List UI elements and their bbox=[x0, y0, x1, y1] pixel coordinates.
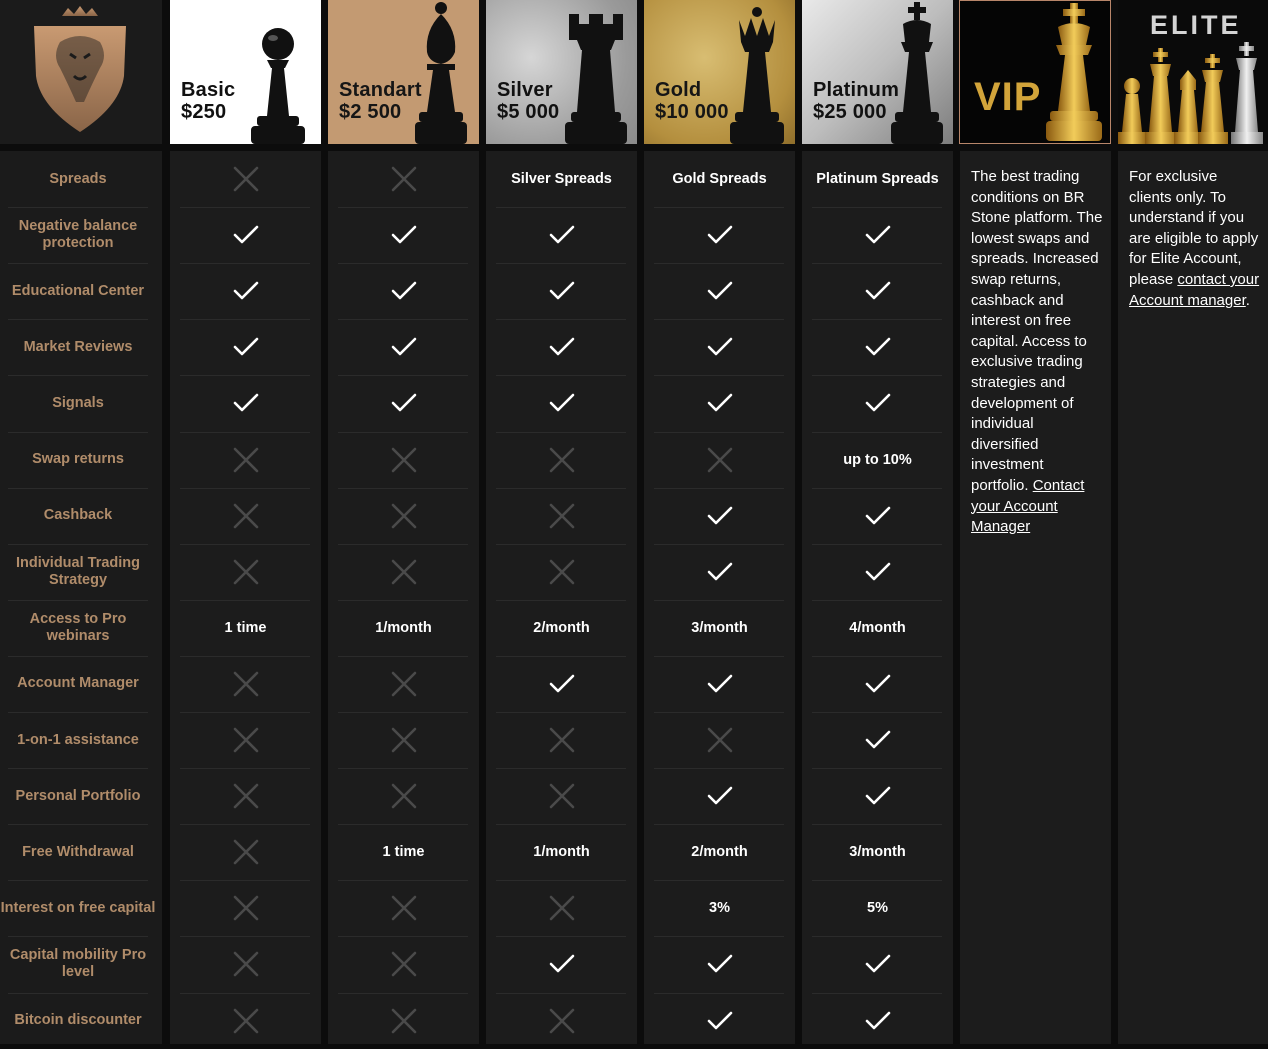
gold-king-icon bbox=[1046, 3, 1102, 141]
row-divider bbox=[338, 488, 468, 489]
row-divider bbox=[654, 375, 784, 376]
table-cell bbox=[170, 263, 321, 319]
contact-account-manager-link[interactable]: Contact your Account Manager bbox=[971, 476, 1085, 536]
table-cell bbox=[486, 207, 637, 263]
column-standart bbox=[328, 151, 479, 1044]
tier-standart bbox=[328, 0, 479, 144]
table-cell bbox=[644, 544, 795, 600]
table-cell bbox=[486, 936, 637, 992]
column-vip bbox=[960, 151, 1111, 1044]
column-platinum bbox=[802, 151, 953, 1044]
table-cell bbox=[644, 432, 795, 488]
table-cell bbox=[802, 263, 953, 319]
row-divider bbox=[8, 824, 148, 825]
row-divider bbox=[812, 488, 942, 489]
row-divider bbox=[496, 319, 626, 320]
row-divider bbox=[812, 712, 942, 713]
table-cell bbox=[802, 488, 953, 544]
cross-icon bbox=[233, 727, 259, 753]
tier-gold bbox=[644, 0, 795, 144]
cross-icon bbox=[391, 895, 417, 921]
table-cell: 5% bbox=[867, 900, 888, 917]
table-cell bbox=[486, 544, 637, 600]
row-divider bbox=[496, 375, 626, 376]
row-divider bbox=[812, 768, 942, 769]
row-divider bbox=[180, 263, 310, 264]
feature-label: Individual Trading Strategy bbox=[15, 554, 141, 588]
table-cell: 1/month bbox=[375, 619, 432, 636]
row-divider bbox=[654, 207, 784, 208]
row-divider bbox=[8, 544, 148, 545]
feature-label: Access to Pro webinars bbox=[29, 610, 127, 644]
row-divider bbox=[338, 656, 468, 657]
cross-icon bbox=[549, 503, 575, 529]
column-silver bbox=[486, 151, 637, 1044]
cross-icon bbox=[549, 559, 575, 585]
check-icon bbox=[233, 280, 259, 302]
row-divider bbox=[338, 600, 468, 601]
row-divider bbox=[812, 993, 942, 994]
row-divider bbox=[496, 993, 626, 994]
feature-label: Personal Portfolio bbox=[15, 787, 141, 804]
table-cell bbox=[486, 375, 637, 431]
table-cell bbox=[328, 656, 479, 712]
row-divider bbox=[654, 432, 784, 433]
feature-label: Educational Center bbox=[11, 282, 145, 299]
table-cell bbox=[328, 488, 479, 544]
check-icon bbox=[391, 336, 417, 358]
table-cell: 3% bbox=[709, 900, 730, 917]
lion-shield-icon bbox=[30, 6, 130, 134]
column-basic bbox=[170, 151, 321, 1044]
table-cell bbox=[486, 656, 637, 712]
feature-label: Negative balance protection bbox=[18, 218, 138, 252]
row-divider bbox=[496, 768, 626, 769]
check-icon bbox=[707, 224, 733, 246]
table-cell: Platinum Spreads bbox=[816, 171, 939, 187]
cross-icon bbox=[233, 166, 259, 192]
table-cell bbox=[328, 375, 479, 431]
tier-price: $25 000 bbox=[813, 101, 887, 123]
tier-price: $250 bbox=[181, 101, 227, 123]
row-divider bbox=[496, 488, 626, 489]
cross-icon bbox=[233, 447, 259, 473]
table-cell bbox=[170, 768, 321, 824]
table-cell bbox=[644, 263, 795, 319]
table-cell bbox=[328, 544, 479, 600]
rook-icon bbox=[563, 10, 629, 144]
cross-icon bbox=[391, 559, 417, 585]
row-divider bbox=[496, 656, 626, 657]
row-divider bbox=[812, 936, 942, 937]
tier-price: $5 000 bbox=[497, 101, 560, 123]
table-cell bbox=[170, 656, 321, 712]
cross-icon bbox=[391, 1008, 417, 1034]
row-divider bbox=[496, 880, 626, 881]
table-cell bbox=[170, 824, 321, 880]
table-cell bbox=[328, 432, 479, 488]
table-cell bbox=[802, 375, 953, 431]
check-icon bbox=[549, 392, 575, 414]
row-divider bbox=[654, 319, 784, 320]
table-cell bbox=[328, 936, 479, 992]
check-icon bbox=[707, 561, 733, 583]
row-divider bbox=[8, 993, 148, 994]
check-icon bbox=[707, 1010, 733, 1032]
row-divider bbox=[180, 544, 310, 545]
row-divider bbox=[812, 263, 942, 264]
row-divider bbox=[180, 319, 310, 320]
row-divider bbox=[654, 544, 784, 545]
check-icon bbox=[865, 785, 891, 807]
feature-label: 1-on-1 assistance bbox=[17, 731, 139, 748]
row-divider bbox=[8, 375, 148, 376]
row-divider bbox=[180, 375, 310, 376]
logo bbox=[0, 0, 162, 144]
table-cell: 1/month bbox=[533, 844, 590, 861]
check-icon bbox=[865, 953, 891, 975]
tier-basic bbox=[170, 0, 321, 144]
row-divider bbox=[180, 824, 310, 825]
tier-name: Basic bbox=[181, 79, 236, 101]
row-divider bbox=[654, 263, 784, 264]
row-divider bbox=[338, 993, 468, 994]
cross-icon bbox=[391, 671, 417, 697]
cross-icon bbox=[233, 783, 259, 809]
tier-price: $2 500 bbox=[339, 101, 402, 123]
row-divider bbox=[654, 768, 784, 769]
elite-description-tail: . bbox=[1245, 291, 1250, 309]
queen-icon bbox=[727, 6, 787, 144]
check-icon bbox=[707, 336, 733, 358]
check-icon bbox=[865, 224, 891, 246]
tier-silver bbox=[486, 0, 637, 144]
row-divider bbox=[338, 263, 468, 264]
tier-name: Platinum bbox=[813, 79, 900, 101]
cross-icon bbox=[233, 895, 259, 921]
row-divider bbox=[812, 432, 942, 433]
check-icon bbox=[233, 224, 259, 246]
check-icon bbox=[391, 392, 417, 414]
feature-label: Account Manager bbox=[17, 675, 139, 692]
row-divider bbox=[496, 600, 626, 601]
cross-icon bbox=[391, 727, 417, 753]
table-cell bbox=[486, 880, 637, 936]
row-divider bbox=[654, 712, 784, 713]
row-divider bbox=[496, 263, 626, 264]
table-cell bbox=[170, 432, 321, 488]
check-icon bbox=[865, 561, 891, 583]
row-divider bbox=[180, 712, 310, 713]
cross-icon bbox=[391, 783, 417, 809]
row-divider bbox=[496, 712, 626, 713]
table-cell bbox=[486, 993, 637, 1049]
row-divider bbox=[338, 544, 468, 545]
row-divider bbox=[654, 656, 784, 657]
table-cell: 3/month bbox=[849, 844, 906, 861]
row-divider bbox=[496, 824, 626, 825]
row-divider bbox=[338, 319, 468, 320]
table-cell bbox=[802, 656, 953, 712]
cross-icon bbox=[233, 951, 259, 977]
tier-name: Standart bbox=[339, 79, 422, 101]
table-cell bbox=[170, 880, 321, 936]
vip-label: VIP bbox=[974, 75, 1042, 119]
check-icon bbox=[707, 953, 733, 975]
row-divider bbox=[338, 207, 468, 208]
table-cell bbox=[170, 375, 321, 431]
check-icon bbox=[549, 224, 575, 246]
tier-name: Gold bbox=[655, 79, 702, 101]
table-cell bbox=[486, 263, 637, 319]
feature-label: Swap returns bbox=[32, 451, 124, 467]
row-divider bbox=[180, 432, 310, 433]
check-icon bbox=[549, 336, 575, 358]
row-divider bbox=[654, 993, 784, 994]
feature-label: Market Reviews bbox=[23, 338, 133, 355]
table-cell bbox=[644, 768, 795, 824]
table-cell: Gold Spreads bbox=[672, 171, 767, 187]
row-divider bbox=[496, 544, 626, 545]
table-cell bbox=[802, 936, 953, 992]
plans-header bbox=[0, 0, 1268, 144]
table-cell bbox=[170, 993, 321, 1049]
row-divider bbox=[812, 824, 942, 825]
table-cell bbox=[802, 319, 953, 375]
feature-label: Free Withdrawal bbox=[22, 843, 134, 860]
check-icon bbox=[865, 336, 891, 358]
row-divider bbox=[8, 319, 148, 320]
vip-description bbox=[971, 167, 1105, 538]
table-cell bbox=[328, 263, 479, 319]
check-icon bbox=[865, 1010, 891, 1032]
table-cell bbox=[802, 993, 953, 1049]
row-divider bbox=[654, 936, 784, 937]
table-cell bbox=[170, 936, 321, 992]
cross-icon bbox=[233, 839, 259, 865]
row-divider bbox=[654, 600, 784, 601]
row-divider bbox=[8, 936, 148, 937]
pawn-icon bbox=[243, 20, 313, 144]
feature-label: Cashback bbox=[43, 507, 113, 524]
column-elite bbox=[1118, 151, 1268, 1044]
table-cell bbox=[486, 432, 637, 488]
check-icon bbox=[233, 392, 259, 414]
table-cell bbox=[644, 375, 795, 431]
tier-platinum bbox=[802, 0, 953, 144]
check-icon bbox=[391, 280, 417, 302]
row-divider bbox=[812, 600, 942, 601]
table-cell: 2/month bbox=[533, 619, 590, 636]
row-divider bbox=[180, 207, 310, 208]
table-cell bbox=[802, 712, 953, 768]
row-divider bbox=[8, 712, 148, 713]
cross-icon bbox=[549, 1008, 575, 1034]
elite-description bbox=[1129, 167, 1263, 311]
table-cell bbox=[486, 712, 637, 768]
row-divider bbox=[812, 375, 942, 376]
check-icon bbox=[549, 673, 575, 695]
feature-label: Interest on free capital bbox=[0, 899, 156, 916]
table-cell bbox=[170, 712, 321, 768]
table-cell bbox=[802, 544, 953, 600]
cross-icon bbox=[233, 671, 259, 697]
feature-label: Capital mobility Pro level bbox=[9, 947, 147, 981]
cross-icon bbox=[391, 447, 417, 473]
table-cell: 1 time bbox=[224, 619, 267, 636]
row-divider bbox=[8, 207, 148, 208]
table-cell bbox=[644, 488, 795, 544]
cross-icon bbox=[707, 727, 733, 753]
row-divider bbox=[338, 880, 468, 881]
table-cell bbox=[644, 656, 795, 712]
check-icon bbox=[391, 224, 417, 246]
check-icon bbox=[707, 785, 733, 807]
check-icon bbox=[549, 953, 575, 975]
cross-icon bbox=[391, 503, 417, 529]
row-divider bbox=[8, 488, 148, 489]
cross-icon bbox=[233, 503, 259, 529]
table-cell bbox=[328, 768, 479, 824]
cross-icon bbox=[233, 1008, 259, 1034]
elite-description-text: For exclusive clients only. To understand if you are eligible to apply for Elite Account, please bbox=[1129, 168, 1259, 288]
feature-label: Bitcoin discounter bbox=[14, 1012, 142, 1028]
row-divider bbox=[180, 993, 310, 994]
gold-chess-set-icon bbox=[1118, 40, 1268, 144]
cross-icon bbox=[391, 166, 417, 192]
row-divider bbox=[496, 432, 626, 433]
check-icon bbox=[233, 336, 259, 358]
row-divider bbox=[812, 319, 942, 320]
table-cell bbox=[644, 712, 795, 768]
table-cell: 3/month bbox=[691, 619, 748, 636]
check-icon bbox=[707, 392, 733, 414]
row-divider bbox=[8, 432, 148, 433]
row-divider bbox=[654, 824, 784, 825]
row-divider bbox=[338, 712, 468, 713]
row-divider bbox=[654, 880, 784, 881]
feature-label: Spreads bbox=[49, 170, 107, 187]
row-divider bbox=[8, 768, 148, 769]
table-cell bbox=[486, 768, 637, 824]
table-cell bbox=[644, 319, 795, 375]
cross-icon bbox=[549, 447, 575, 473]
feature-labels-column bbox=[0, 151, 162, 1044]
row-divider bbox=[812, 207, 942, 208]
tier-price: $10 000 bbox=[655, 101, 729, 123]
feature-label: Signals bbox=[52, 394, 104, 411]
table-cell bbox=[802, 207, 953, 263]
row-divider bbox=[180, 600, 310, 601]
table-cell: Silver Spreads bbox=[511, 171, 612, 187]
tier-vip bbox=[959, 0, 1111, 144]
table-cell bbox=[328, 207, 479, 263]
table-cell bbox=[170, 207, 321, 263]
table-cell bbox=[486, 319, 637, 375]
table-cell: 2/month bbox=[691, 844, 748, 861]
cross-icon bbox=[549, 895, 575, 921]
table-cell bbox=[644, 993, 795, 1049]
row-divider bbox=[338, 824, 468, 825]
row-divider bbox=[496, 207, 626, 208]
check-icon bbox=[865, 392, 891, 414]
row-divider bbox=[812, 880, 942, 881]
row-divider bbox=[654, 488, 784, 489]
table-cell bbox=[328, 151, 479, 207]
table-cell bbox=[644, 207, 795, 263]
tier-elite bbox=[1118, 0, 1268, 144]
row-divider bbox=[180, 880, 310, 881]
row-divider bbox=[338, 768, 468, 769]
table-cell bbox=[170, 319, 321, 375]
cross-icon bbox=[549, 727, 575, 753]
row-divider bbox=[812, 544, 942, 545]
check-icon bbox=[865, 673, 891, 695]
check-icon bbox=[865, 729, 891, 751]
cross-icon bbox=[233, 559, 259, 585]
check-icon bbox=[865, 280, 891, 302]
table-cell bbox=[328, 319, 479, 375]
vip-description-text: The best trading conditions on BR Stone platform. The lowest swaps and spreads. Increased swap returns, cashback and interest on free capital. Access to exclusive trading strategies and development of individual diversified investment portfolio. bbox=[971, 168, 1103, 494]
cross-icon bbox=[391, 951, 417, 977]
row-divider bbox=[496, 936, 626, 937]
check-icon bbox=[707, 505, 733, 527]
contact-account-manager-link[interactable]: contact your Account manager bbox=[1129, 270, 1260, 309]
table-cell bbox=[170, 544, 321, 600]
row-divider bbox=[338, 375, 468, 376]
row-divider bbox=[338, 936, 468, 937]
king-icon bbox=[889, 2, 945, 144]
cross-icon bbox=[549, 783, 575, 809]
bishop-icon bbox=[411, 0, 471, 144]
row-divider bbox=[812, 656, 942, 657]
table-cell bbox=[328, 712, 479, 768]
row-divider bbox=[338, 432, 468, 433]
table-cell bbox=[328, 880, 479, 936]
check-icon bbox=[707, 673, 733, 695]
table-cell bbox=[802, 768, 953, 824]
row-divider bbox=[8, 263, 148, 264]
table-cell bbox=[486, 488, 637, 544]
row-divider bbox=[8, 656, 148, 657]
check-icon bbox=[865, 505, 891, 527]
table-cell bbox=[644, 936, 795, 992]
elite-label: ELITE bbox=[1150, 10, 1242, 40]
table-cell: 4/month bbox=[849, 619, 906, 636]
table-cell bbox=[328, 993, 479, 1049]
tier-name: Silver bbox=[497, 79, 553, 101]
row-divider bbox=[180, 488, 310, 489]
check-icon bbox=[707, 280, 733, 302]
table-cell: up to 10% bbox=[843, 451, 912, 468]
row-divider bbox=[180, 936, 310, 937]
check-icon bbox=[549, 280, 575, 302]
table-cell: 1 time bbox=[382, 844, 425, 861]
table-cell bbox=[170, 151, 321, 207]
row-divider bbox=[180, 656, 310, 657]
column-gold bbox=[644, 151, 795, 1044]
table-cell bbox=[170, 488, 321, 544]
row-divider bbox=[8, 880, 148, 881]
row-divider bbox=[8, 600, 148, 601]
row-divider bbox=[180, 768, 310, 769]
cross-icon bbox=[707, 447, 733, 473]
